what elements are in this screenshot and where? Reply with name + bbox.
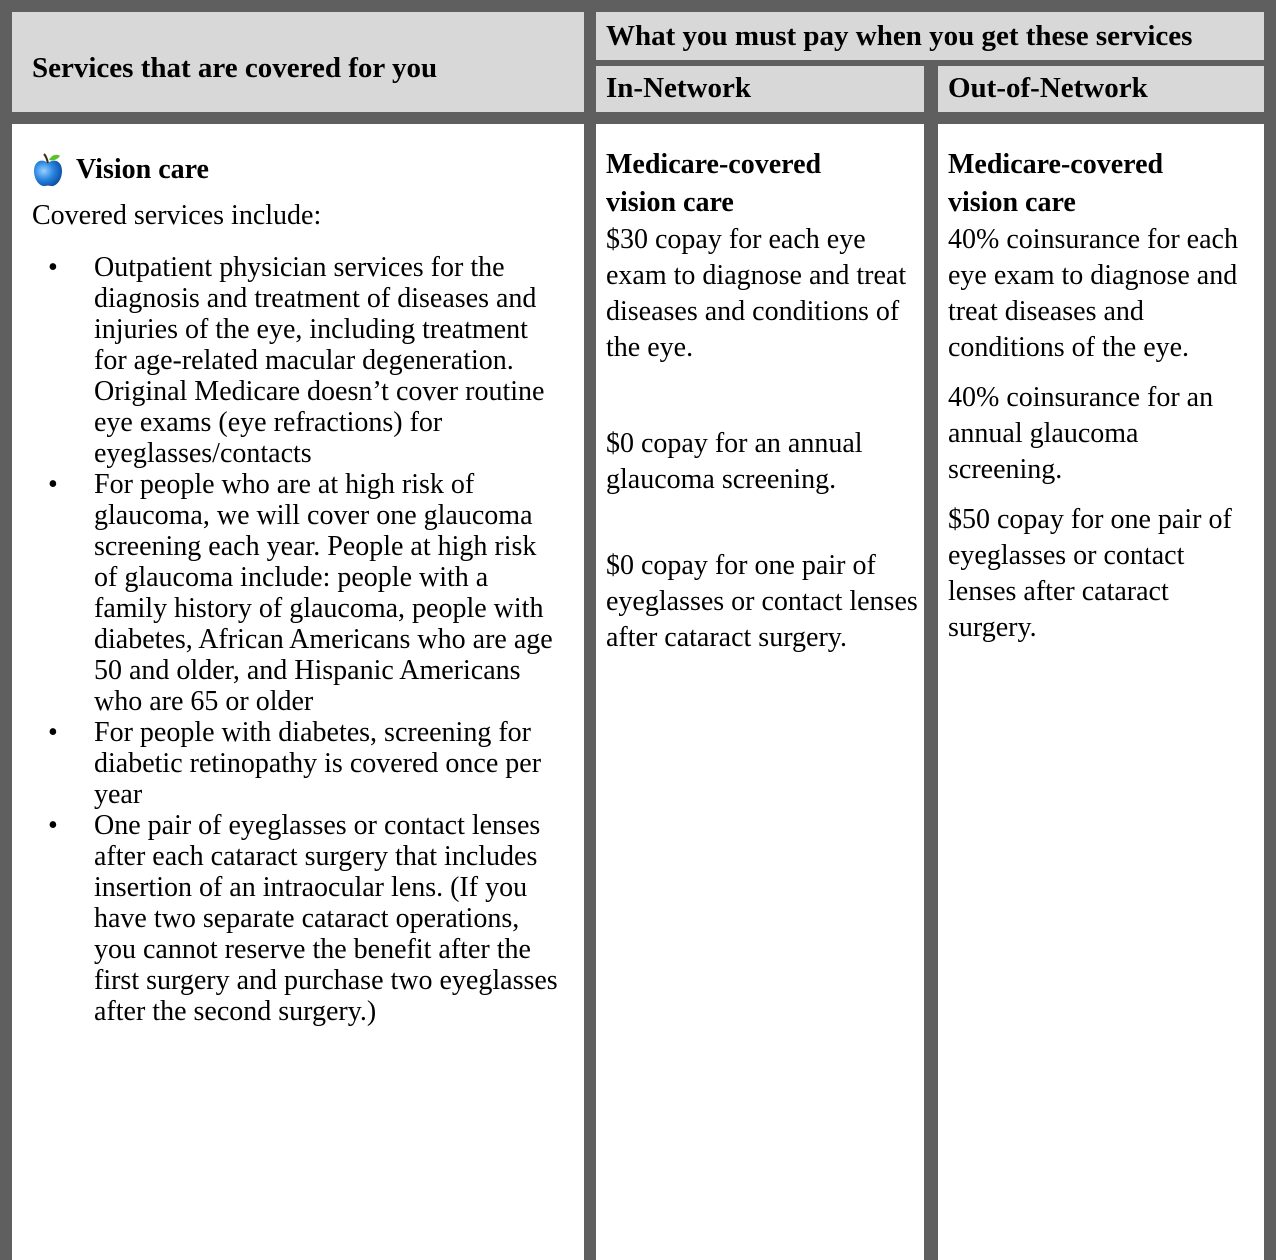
header-out-network-label: Out-of-Network xyxy=(948,72,1148,104)
in-network-title: Medicare-covered vision care xyxy=(606,149,822,218)
border-left xyxy=(0,0,12,1260)
apple-icon xyxy=(32,152,64,188)
header-out-network xyxy=(938,66,1264,112)
header-pay-label: What you must pay when you get these services xyxy=(606,20,1193,52)
out-network-item: 40% coinsurance for each eye exam to diagnose and treat diseases and conditions of the eye. xyxy=(948,224,1238,363)
in-network-cell xyxy=(596,124,924,1260)
border-col1 xyxy=(584,0,596,1260)
header-in-network-label: In-Network xyxy=(606,72,751,104)
border-top xyxy=(0,0,1276,12)
header-in-network xyxy=(596,66,924,112)
list-item: • For people who are at high risk of glaucoma, we will cover one glaucoma screening each year. People at high risk of glaucoma include: people with a family history of glaucoma, people with diabetes, African Americans who are age 50 and older, and Hispanic Americans who are 65 or older xyxy=(32,469,562,717)
border-right xyxy=(1264,0,1276,1260)
service-heading xyxy=(32,150,574,190)
service-title: Vision care xyxy=(76,154,209,185)
out-network-cell xyxy=(938,124,1264,1260)
border-header-bottom xyxy=(0,112,1276,124)
in-network-item: $30 copay for each eye exam to diagnose and treat diseases and conditions of the eye. xyxy=(606,224,907,363)
list-item: • One pair of eyeglasses or contact lenses after each cataract surgery that includes insertion of an intraocular lens. (If you have two separate cataract operations, you cannot reserve the benefit after the first surgery and purchase two eyeglasses after the second surgery.) xyxy=(32,810,562,1027)
header-services-label: Services that are covered for you xyxy=(32,52,438,84)
service-bullets xyxy=(32,252,562,1027)
in-network-item: $0 copay for one pair of eyeglasses or contact lenses after cataract surgery. xyxy=(606,550,918,653)
header-services xyxy=(12,12,584,112)
out-network-item: 40% coinsurance for an annual glaucoma screening. xyxy=(948,382,1214,485)
border-col2 xyxy=(924,60,938,1260)
out-network-title: Medicare-covered vision care xyxy=(948,149,1164,218)
service-intro: Covered services include: xyxy=(32,200,322,231)
list-item: • For people with diabetes, screening for diabetic retinopathy is covered once per year xyxy=(32,717,562,810)
border-header-mid xyxy=(596,60,1264,66)
header-pay xyxy=(596,12,1264,60)
in-network-item: $0 copay for an annual glaucoma screening. xyxy=(606,428,863,495)
list-item: • Outpatient physician services for the diagnosis and treatment of diseases and injuries of the eye, including treatment for age-related macular degeneration. Original Medicare doesn’t cover routine eye exams (eye refractions) for eyeglasses/contacts xyxy=(32,252,562,469)
out-network-item: $50 copay for one pair of eyeglasses or contact lenses after cataract surgery. xyxy=(948,504,1232,643)
services-cell xyxy=(12,124,584,1260)
